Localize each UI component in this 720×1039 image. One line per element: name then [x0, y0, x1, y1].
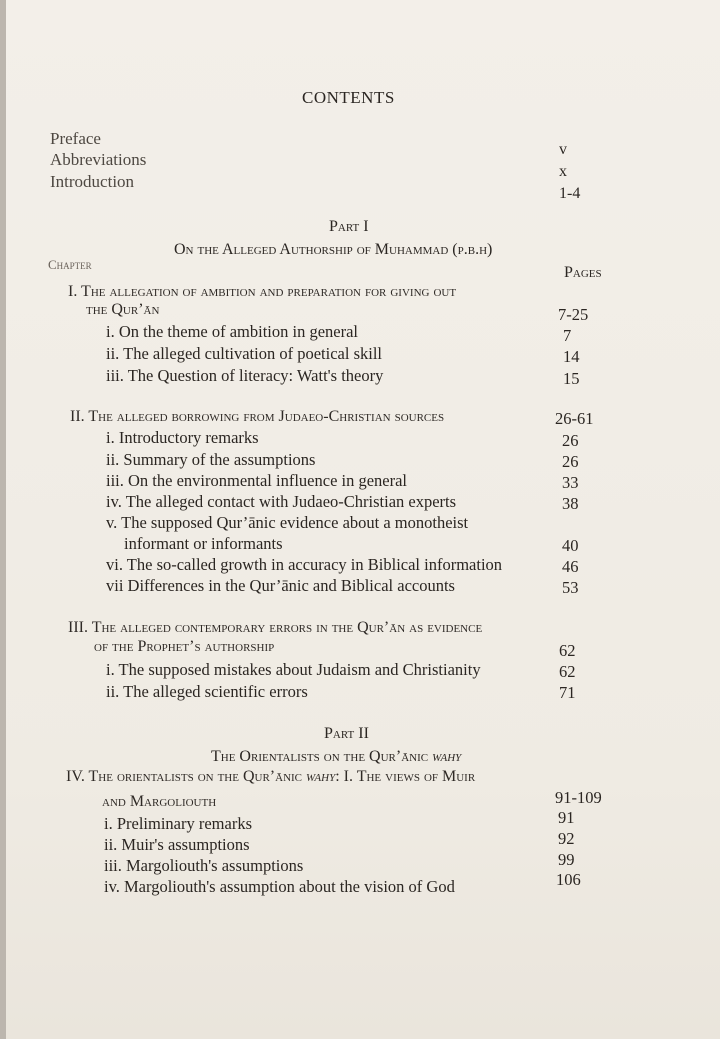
chapter-2-item-4: iv. The alleged contact with Judaeo-Christian experts — [106, 492, 457, 511]
chapter-4-pages: 91-109 — [555, 788, 602, 807]
chapter-3-item-2: ii. The alleged scientific errors — [106, 682, 308, 701]
front-matter-preface-page: v — [559, 141, 567, 158]
chapter-4-item-3: iii. Margoliouth's assumptions — [104, 856, 304, 875]
chapter-2-item-7: vii Differences in the Qur’ānic and Biblical accounts — [106, 576, 455, 595]
chapter-1-item-3: iii. The Question of literacy: Watt's theory — [106, 366, 384, 385]
chapter-4-title-wahy: wahy — [306, 768, 336, 785]
front-matter-introduction-page: 1-4 — [559, 185, 581, 202]
chapter-2-title: II. The alleged borrowing from Judaeo-Christian sources — [70, 408, 445, 425]
front-matter-abbreviations: Abbreviations — [50, 150, 147, 169]
part-1-label: Part I — [329, 218, 369, 235]
chapter-4-title-line2: and Margoliouth — [102, 793, 217, 810]
chapter-1-item-2: ii. The alleged cultivation of poetical skill — [106, 344, 382, 363]
chapter-1-item-1: i. On the theme of ambition in general — [106, 322, 359, 341]
chapter-1-item-1-page: 7 — [563, 326, 572, 345]
part-2-label: Part II — [324, 725, 369, 742]
front-matter-preface: Preface — [50, 129, 101, 148]
chapter-2-item-1: i. Introductory remarks — [106, 428, 259, 447]
chapter-column-label: Chapter — [48, 257, 92, 272]
chapter-2-item-3-page: 33 — [562, 473, 579, 492]
chapter-3-item-2-page: 71 — [559, 683, 576, 702]
chapter-4-title-c: : I. The views of Muir — [335, 768, 476, 785]
chapter-1-pages: 7-25 — [558, 305, 589, 324]
chapter-2-item-5-cont: informant or informants — [124, 534, 283, 553]
chapter-1-title-line1: I. The allegation of ambition and preparation for giving out — [68, 283, 457, 300]
chapter-4-item-2: ii. Muir's assumptions — [104, 835, 250, 854]
chapter-2-item-2-page: 26 — [562, 452, 579, 471]
chapter-2-item-4-page: 38 — [562, 494, 579, 513]
front-matter-abbreviations-page: x — [559, 163, 567, 180]
chapter-1-title-line2: the Qur’ān — [86, 301, 160, 318]
chapter-2-item-6-page: 46 — [562, 557, 579, 576]
chapter-2-item-5-page: 40 — [562, 536, 579, 555]
chapter-1-item-2-page: 14 — [563, 347, 580, 366]
chapter-2-item-2: ii. Summary of the assumptions — [106, 450, 316, 469]
chapter-4-item-3-page: 99 — [558, 850, 575, 869]
chapter-2-item-7-page: 53 — [562, 578, 579, 597]
chapter-3-item-1-page: 62 — [559, 662, 576, 681]
chapter-4-item-4: iv. Margoliouth's assumption about the vision of God — [104, 877, 455, 896]
chapter-4-item-1-page: 91 — [558, 808, 575, 827]
chapter-3-pages: 62 — [559, 641, 576, 660]
part-2-title — [211, 748, 461, 766]
book-page — [6, 0, 720, 1039]
chapter-3-title-line1: III. The alleged contemporary errors in the Qur’ān as evidence — [68, 619, 483, 636]
chapter-3-item-1: i. The supposed mistakes about Judaism and Christianity — [106, 660, 481, 679]
chapter-2-item-3: iii. On the environmental influence in general — [106, 471, 408, 490]
chapter-4-title-line1 — [66, 768, 475, 786]
chapter-2-item-1-page: 26 — [562, 431, 579, 450]
chapter-4-item-4-page: 106 — [556, 870, 581, 889]
chapter-2-pages: 26-61 — [555, 409, 594, 428]
chapter-4-item-1: i. Preliminary remarks — [104, 814, 253, 833]
contents-title: CONTENTS — [302, 88, 395, 107]
pages-column-label: Pages — [564, 264, 602, 281]
part-1-title: On the Alleged Authorship of Muhammad (p.b.h) — [174, 241, 493, 258]
part-2-title-text: The Orientalists on the Qur’ānic — [211, 748, 433, 765]
chapter-4-item-2-page: 92 — [558, 829, 575, 848]
part-2-title-wahy: wahy — [432, 748, 462, 765]
front-matter-introduction: Introduction — [50, 172, 135, 191]
chapter-1-item-3-page: 15 — [563, 369, 580, 388]
chapter-2-item-6: vi. The so-called growth in accuracy in Biblical information — [106, 555, 503, 574]
chapter-2-item-5: v. The supposed Qur’ānic evidence about a monotheist — [106, 513, 469, 532]
chapter-4-title-a: IV. The orientalists on the Qur’ānic — [66, 768, 307, 785]
chapter-3-title-line2: of the Prophet’s authorship — [94, 638, 275, 655]
